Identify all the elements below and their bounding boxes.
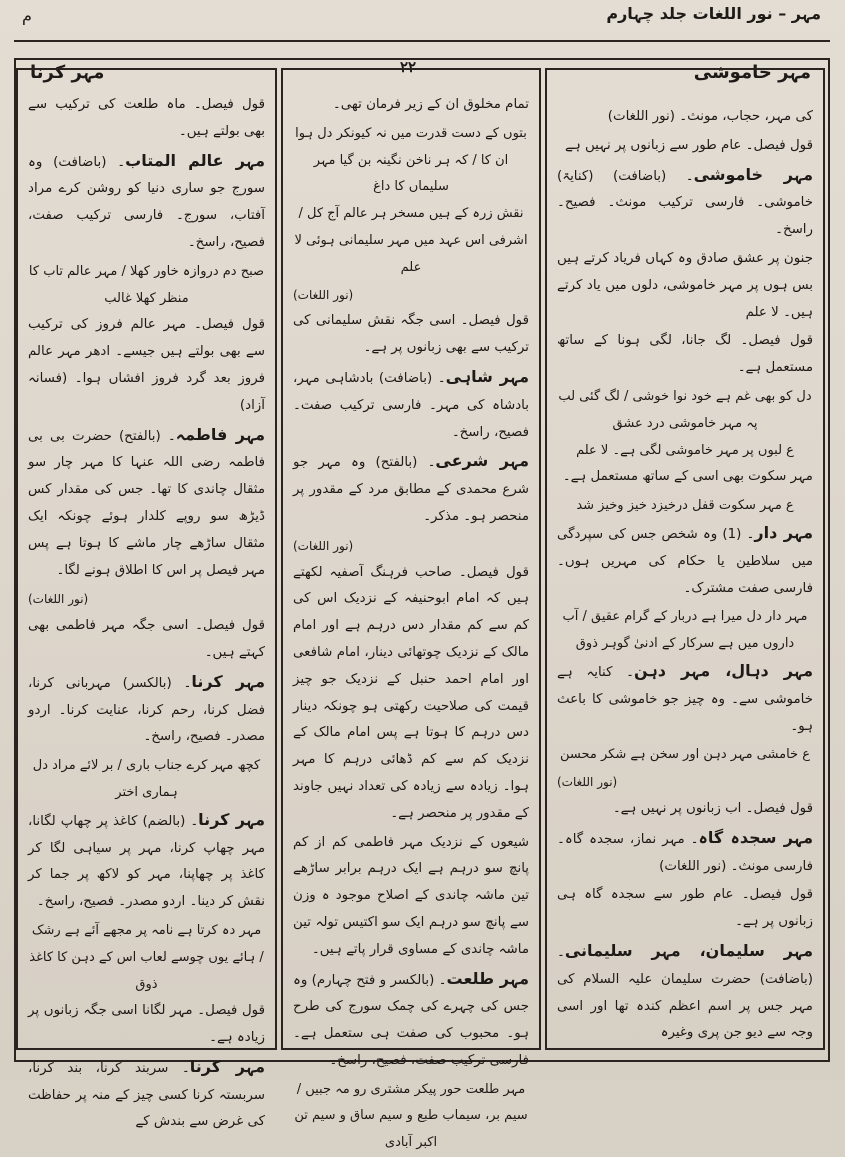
entry-paragraph (28, 92, 265, 146)
headword: مہر شرعی (435, 451, 529, 471)
verse-quote: مہر طلعت حور پیکر مشتری رو مہ جبیں / سیم بر، سیماب طبع و سیم ساق و سیم تن اکبر آبادی (294, 1081, 528, 1151)
entry-text: تمام مخلوق ان کے زیر فرمان تھی۔ (332, 97, 529, 112)
entry-text: ۔ (باضافت) وہ سورج جو ساری دنیا کو روشن کرے مراد آفتاب، سورج۔ فارسی ترکیب صفت، فصیح، راسخ۔ (28, 154, 265, 250)
running-head-left: مہر کرنا (30, 62, 105, 83)
headword: مہر سجدہ گاہ (698, 827, 813, 847)
headword: مہر عالم المتاب (125, 150, 265, 170)
entry-text: قول فیصل۔ ماہ طلعت کی ترکیب سے بھی بولتے ہیں۔ (28, 97, 265, 139)
entry-text: قول فیصل۔ عام طور سے زبانوں پر نہیں ہے (565, 137, 813, 153)
entry-text: ۔ (بالفتح) حضرت بی بی فاطمہ رضی اللہ عنہا کا مہر چار سو مثقال چاندی کا تھا۔ جس کی مقدار کس ڈیڑھ سو روپے کلدار ہوئے چونکہ ایک مثقال ساڑھے چار ماشے کا ہوتا ہے پس مہر فیصل پر اس کا اطلاق ہونے لگا۔ (28, 428, 265, 578)
headword: مہر خاموشی (693, 164, 813, 184)
entry-text: قول فیصل۔ عام طور سے سجدہ گاہ ہی زبانوں پر ہے۔ (557, 887, 813, 930)
verse-quote: مہر دہ کرتا ہے نامہ پر مجھے آئے ہے رشک / ہائے یوں چوسے لعاب اس کے دہن کا کاغذ ذوق (29, 922, 264, 992)
headword: مہر کرنا (191, 671, 265, 691)
entry-paragraph (557, 246, 813, 326)
entry-paragraph (28, 669, 265, 751)
entry-paragraph (28, 998, 265, 1052)
entry-paragraph (557, 825, 813, 881)
entry-paragraph (557, 938, 813, 1047)
entry-text: قول فیصل۔ مہر عالم فروز کی ترکیب سے بھی بولتے ہیں جیسے۔ ادھر مہر عالم فروز بعد گرد فروز افشاں ہوا۔ (فسانہ آزاد) (28, 317, 265, 413)
column-right (545, 68, 825, 1050)
entry-paragraph (557, 796, 813, 823)
entry-text: قول فیصل۔ اب زبانوں پر نہیں ہے۔ (612, 800, 813, 816)
headword: مہر سلیمان، مہر سلیمانی (564, 940, 813, 960)
entry-paragraph (293, 92, 529, 119)
entry-text: شیعوں کے نزدیک مہر فاطمی کم از کم پانچ سو درہم ہے ایک درہم برابر ساڑھے تین ماشہ چاندی کے اصلاح موجود ہ وزن سے پانچ سو درہم ایک سو اکتیس تولہ تین ماشہ چاندی کے مساوی قرار پاتے ہیں۔ (293, 834, 529, 957)
entry-paragraph (293, 364, 529, 446)
corner-mark: م (22, 6, 32, 25)
source-citation: (نور اللغات) (293, 287, 354, 302)
headword: مہر دار (754, 522, 814, 542)
entry-paragraph (557, 104, 813, 131)
entry-paragraph (28, 312, 265, 419)
entry-text: جنون پر عشق صادق وہ کہاں فریاد کرتے ہیں بس ہوں پر مہر خاموشی، دلوں میں یاد کرتے ہیں۔ لا علم (557, 250, 813, 320)
column-left (16, 68, 277, 1130)
entry-text: ۔ (باضافت) حضرت سلیمان علیہ السلام کی مہر جس پر اسم اعظم کندہ تھا اور اسی وجہ سے دیو جن پری وغیرہ (557, 944, 813, 1041)
entry-paragraph (28, 148, 265, 257)
column-middle (281, 68, 541, 1151)
verse-quote: ع لبوں پر مہر خاموشی لگی ہے۔ لا علم (576, 442, 794, 458)
entry-text: ۔ سربند کرنا، بند کرنا، سربستہ کرنا کسی چیز کے منہ پر حفاظت کی غرض سے بندش کے (28, 1060, 265, 1130)
entry-paragraph (28, 613, 265, 667)
source-citation: (نور اللغات) (557, 775, 618, 790)
headword: مہر کرنا (198, 809, 265, 829)
source-citation: (نور اللغات) (28, 592, 89, 607)
headword: مہر طلعت (446, 968, 529, 988)
entry-text: قول فیصل۔ صاحب فرہنگ آصفیہ لکھتے ہیں کہ امام ابوحنیفہ کے نزدیک اس کی کم سے کم مقدار دس درہم ہے اور امام مالک کے نزدیک چوتھائی دینار، امام شافعی اور امام احمد حنبل کے نزدیک جو چیز قیمت کی صلاحیت رکھتی ہو چونکہ دینار دس درہم کا ہوتا ہے پس امام مالک کے نزدیک کم سے کم ڈھائی درہم کا مہر ہوا۔ زیادہ سے زیادہ کی تعداد نہیں جاوند کے مقدور پر منحصر ہے۔ (293, 564, 529, 821)
headword: مہر فاطمہ (175, 424, 266, 444)
entry-text: قول فیصل۔ مہر لگانا اسی جگہ زبانوں پر زیادہ ہے۔ (28, 1003, 265, 1046)
entry-paragraph (293, 448, 529, 530)
verse-quote: دل کو بھی غم ہے خود نوا خوشی / لگ گئی لب پہ مہر خاموشی درد عشق (558, 388, 812, 431)
headword: مہر کرنا (189, 1056, 266, 1076)
source-citation: (نور اللغات) (293, 538, 354, 553)
verse-quote: کچھ مہر کرے جناب باری / بر لائے مراد دل ہماری اختر (32, 758, 261, 800)
entry-text: ۔ (1) وہ شخص جس کی سپردگی میں سلاطین یا حکام کی مہریں ہوں۔ فارسی صفت مشترک۔ (557, 526, 813, 596)
entry-paragraph (293, 966, 529, 1075)
header-rule (14, 40, 830, 42)
entry-paragraph (28, 1054, 265, 1136)
entry-text: قول فیصل۔ اسی جگہ نقش سلیمانی کی ترکیب سے بھی زبانوں پر ہے۔ (293, 313, 529, 356)
entry-paragraph (293, 560, 529, 828)
verse-quote: مہر دار دل میرا ہے دربار کے گرام عقیق / آب داروں میں ہے سرکار کے ادنیٰ گوہر ذوق (562, 609, 808, 652)
entry-text: قول فیصل۔ اسی جگہ مہر فاطمی بھی کہتے ہیں۔ (28, 618, 265, 660)
running-head-right: مہر خاموشی (693, 62, 811, 83)
entry-text: ۔ کنایہ ہے خاموشی سے۔ وہ چیز جو خاموشی کا باعث ہو۔ (557, 664, 813, 734)
entry-text: ۔ (بالکسر) مہربانی کرنا، فضل کرنا، رحم کرنا، عنایت کرنا۔ اردو مصدر۔ فصیح، راسخ۔ (28, 675, 265, 745)
entry-paragraph (28, 422, 265, 585)
entry-paragraph (557, 882, 813, 936)
entry-paragraph (293, 308, 529, 362)
verse-quote: ع مہر سکوت قفل درخیزد خیز وخیز شد (576, 498, 794, 514)
entry-paragraph (557, 520, 813, 602)
entry-text: ۔ (بالضم) کاغذ پر چھاپ لگانا، مہر چھاپ کرنا، مہر پر سیاہی لگا کر کاغذ پر چھاپنا، مہر کو لاکھ پر جما کر نقش کر دینا۔ اردو مصدر۔ فصیح، راسخ۔ (28, 813, 265, 910)
entry-paragraph (28, 807, 265, 916)
entry-text: ۔ (بالفتح) وہ مہر جو شرع محمدی کے مطابق مرد کے مقدور پر منحصر ہو۔ مذکر۔ (293, 455, 529, 524)
entry-text: مہر سکوت بھی اسی کے ساتھ مستعمل ہے۔ (562, 469, 813, 485)
headword: مہر دہال، مہر دہن (633, 660, 813, 680)
entry-paragraph (557, 162, 813, 244)
verse-quote: ع خامشی مہر دہن اور سخن ہے شکر محسن (560, 747, 810, 763)
entry-paragraph (293, 830, 529, 964)
entry-text: ۔ (باضافت) بادشاہی مہر، بادشاہ کی مہر۔ فارسی ترکیب صفت۔ فصیح، راسخ۔ (293, 370, 529, 440)
verse-quote: بتوں کے دست قدرت میں نہ کیونکر دل ہوا ان کا / کہ ہر ناخن نگینہ بن گیا مہر سلیماں کا داغ (295, 125, 527, 195)
entry-paragraph (557, 464, 813, 491)
entry-paragraph (557, 658, 813, 740)
entry-paragraph (557, 133, 813, 160)
entry-text: ۔ (باضافت) (کنایۃ) خاموشی۔ فارسی ترکیب مونث۔ فصیح۔ راسخ۔ (557, 168, 813, 238)
page-header-title: مہر – نور اللغات جلد چہارم (606, 4, 821, 23)
verse-quote: نقش زرہ کے ہیں مسخر ہر عالم آج کل / اشرفی اس عہد میں مہر سلیمانی ہوئی لا علم (294, 206, 528, 275)
headword: مہر شاہی (445, 366, 530, 386)
entry-paragraph (557, 328, 813, 382)
entry-text: ۔ مہر نماز، سجدہ گاہ۔ فارسی مونث۔ (نور اللغات) (557, 831, 813, 874)
verse-quote: صبح دم دروازہ خاور کھلا / مہر عالم تاب کا منظر کھلا غالب (28, 263, 265, 306)
entry-text: ۔ (بالکسر و فتح چہارم) وہ جس کی چہرے کی چمک سورج کی طرح ہو۔ محبوب کی صفت ہی ستعمل ہے۔ فارسی ترکیب صفت، فصیح، راسخ۔ (293, 972, 529, 1068)
page-number: ۲۲ (400, 58, 417, 76)
entry-text: قول فیصل۔ لگ جانا، لگی ہونا کے ساتھ مستعمل ہے۔ (557, 333, 813, 376)
entry-text: کی مہر، حجاب، مونث۔ (نور اللغات) (607, 109, 813, 124)
